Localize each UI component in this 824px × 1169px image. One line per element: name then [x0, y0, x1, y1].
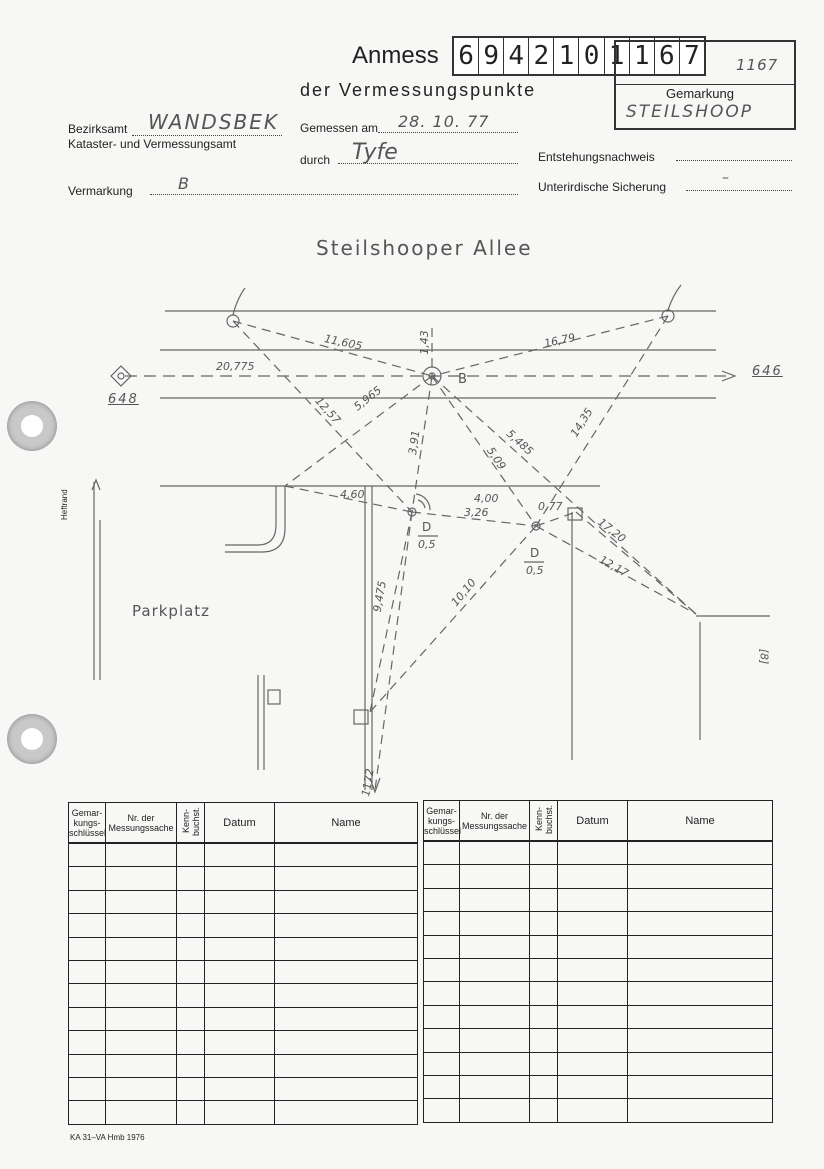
table-cell	[205, 984, 275, 1007]
measure-value: 12,17	[596, 552, 631, 581]
table-row	[69, 1101, 418, 1124]
table-cell	[177, 1077, 205, 1100]
col-header-name: Name	[275, 803, 418, 844]
table-cell	[558, 982, 628, 1005]
measure-value: 0,77	[538, 500, 563, 513]
heftrand-label: Heftrand	[60, 489, 69, 520]
col-header-name: Name	[628, 801, 773, 842]
bezirksamt-value: WANDSBEK	[148, 110, 279, 134]
durch-signature: Tyfe	[352, 140, 398, 165]
table-row	[69, 1007, 418, 1030]
measure-value: 17,20	[595, 515, 629, 546]
table-cell	[558, 888, 628, 911]
table-cell	[460, 1029, 530, 1052]
table-cell	[177, 984, 205, 1007]
table-row	[424, 1029, 773, 1052]
table-cell	[106, 1054, 177, 1077]
measure-line	[536, 512, 576, 526]
d2-label: D	[530, 546, 542, 560]
table-cell	[106, 937, 177, 960]
table-cell	[460, 1075, 530, 1098]
col-header-kenn: Kenn-buchst.	[530, 801, 558, 842]
table-cell	[460, 982, 530, 1005]
table-row	[69, 1054, 418, 1077]
table-cell	[69, 937, 106, 960]
table-row	[424, 1052, 773, 1075]
table-cell	[177, 1007, 205, 1030]
table-cell	[205, 843, 275, 867]
table-cell	[106, 1077, 177, 1100]
table-row	[424, 888, 773, 911]
table-cell	[460, 865, 530, 888]
table-cell	[69, 843, 106, 867]
table-row	[69, 1031, 418, 1054]
measure-line	[233, 321, 432, 376]
table-cell	[69, 1101, 106, 1124]
digit: 1	[605, 38, 630, 74]
measure-line	[576, 512, 696, 614]
table-row	[424, 935, 773, 958]
table-cell	[69, 890, 106, 913]
table-row	[424, 1075, 773, 1098]
measure-value: 3,91	[406, 429, 423, 456]
digit: 9	[479, 38, 504, 74]
measure-value: 3,26	[464, 506, 489, 519]
table-cell	[424, 1052, 460, 1075]
table-row	[424, 958, 773, 981]
point-D1-arc	[416, 494, 430, 510]
col-header-nr: Nr. der Messungssache	[460, 801, 530, 842]
table-cell	[424, 1099, 460, 1122]
form-code: KA 31–VA Hmb 1976	[70, 1133, 145, 1142]
table-cell	[530, 958, 558, 981]
col-header-gemarkung: Gemar-kungs-schlüssel	[69, 803, 106, 844]
table-cell	[177, 914, 205, 937]
digit: 1	[630, 38, 655, 74]
table-body	[424, 841, 773, 1122]
table-cell	[558, 865, 628, 888]
table-cell	[460, 912, 530, 935]
table-cell	[628, 982, 773, 1005]
table-cell	[177, 1101, 205, 1124]
table-cell	[460, 841, 530, 865]
digit: 4	[504, 38, 529, 74]
table-cell	[558, 1099, 628, 1122]
table-cell	[106, 914, 177, 937]
table-cell	[205, 1007, 275, 1030]
table-cell	[177, 843, 205, 867]
table-row	[69, 890, 418, 913]
table-cell	[275, 937, 418, 960]
table-cell	[558, 935, 628, 958]
table-cell	[424, 958, 460, 981]
point-B-label: B	[458, 372, 469, 387]
table-cell	[530, 865, 558, 888]
table-cell	[69, 1031, 106, 1054]
lamp-right-head	[668, 285, 681, 310]
table-cell	[177, 867, 205, 890]
table-cell	[424, 841, 460, 865]
measure-line	[370, 526, 536, 712]
table-row	[424, 1099, 773, 1122]
table-cell	[460, 888, 530, 911]
measure-line	[375, 512, 412, 790]
table-cell	[424, 935, 460, 958]
table-cell	[628, 958, 773, 981]
table-cell	[177, 1054, 205, 1077]
table-cell	[628, 1029, 773, 1052]
table-cell	[275, 1007, 418, 1030]
table-row	[69, 937, 418, 960]
vermarkung-label: Vermarkung	[68, 184, 133, 198]
measure-value: 1,43	[417, 330, 431, 355]
table-row	[424, 841, 773, 865]
point-648-dot	[118, 373, 124, 379]
table-cell	[205, 1054, 275, 1077]
table-cell	[275, 843, 418, 867]
table-cell	[558, 1075, 628, 1098]
digit: 2	[529, 38, 554, 74]
record-table-right	[423, 800, 773, 1123]
measure-value: 9,475	[370, 579, 389, 614]
table-cell	[530, 982, 558, 1005]
table-cell	[424, 1075, 460, 1098]
table-cell	[628, 841, 773, 865]
table-cell	[530, 1029, 558, 1052]
table-cell	[424, 865, 460, 888]
curb-mark	[354, 710, 368, 724]
side-note: [8]	[757, 648, 771, 665]
table-cell	[205, 937, 275, 960]
table-cell	[558, 912, 628, 935]
table-row	[69, 960, 418, 983]
table-cell	[69, 984, 106, 1007]
table-cell	[460, 1052, 530, 1075]
table-cell	[460, 935, 530, 958]
table-cell	[275, 1054, 418, 1077]
table-cell	[530, 841, 558, 865]
table-cell	[530, 1005, 558, 1028]
heftrand-arrow	[92, 480, 100, 490]
table-cell	[628, 1099, 773, 1122]
table-cell	[106, 867, 177, 890]
table-cell	[275, 890, 418, 913]
table-cell	[106, 1031, 177, 1054]
point-D1-arc	[418, 500, 425, 508]
parking-curb	[225, 486, 276, 545]
measure-value: 14,35	[567, 405, 596, 440]
bezirksamt-label: Bezirksamt	[68, 122, 128, 136]
table-cell	[106, 960, 177, 983]
col-header-kenn: Kenn-buchst.	[177, 803, 205, 844]
table-cell	[460, 1099, 530, 1122]
table-row	[69, 843, 418, 867]
table-row	[424, 865, 773, 888]
table-cell	[106, 1007, 177, 1030]
table-cell	[106, 984, 177, 1007]
table-cell	[205, 890, 275, 913]
table-cell	[628, 865, 773, 888]
table-cell	[69, 1007, 106, 1030]
point-648-label: 648	[108, 392, 139, 407]
table-cell	[460, 958, 530, 981]
number-suffix: 1167	[736, 56, 779, 74]
table-cell	[424, 982, 460, 1005]
table-cell	[530, 935, 558, 958]
measure-value: 1172	[359, 767, 377, 798]
table-cell	[177, 1031, 205, 1054]
table-cell	[106, 843, 177, 867]
table-cell	[275, 984, 418, 1007]
col-header-nr: Nr. der Messungssache	[106, 803, 177, 844]
table-cell	[106, 1101, 177, 1124]
durch-label: durch	[300, 153, 331, 167]
table-row	[69, 984, 418, 1007]
table-cell	[628, 1075, 773, 1098]
table-cell	[530, 1052, 558, 1075]
table-cell	[558, 1052, 628, 1075]
table-cell	[275, 867, 418, 890]
table-cell	[530, 1099, 558, 1122]
gemessen-label: Gemessen am	[300, 121, 379, 135]
table-cell	[628, 888, 773, 911]
entstehung-label: Entstehungsnachweis	[538, 150, 655, 164]
table-cell	[177, 960, 205, 983]
table-cell	[69, 867, 106, 890]
gemessen-value: 28. 10. 77	[398, 112, 490, 131]
table-cell	[275, 960, 418, 983]
table-cell	[424, 1005, 460, 1028]
form-title: Anmess	[352, 42, 439, 69]
measure-value: 4,00	[474, 492, 499, 505]
table-cell	[69, 914, 106, 937]
table-cell	[628, 1052, 773, 1075]
digit: 0	[579, 38, 604, 74]
table-cell	[205, 1101, 275, 1124]
d1-label: D	[422, 520, 434, 534]
table-cell	[205, 867, 275, 890]
measure-value: 4,60	[340, 488, 365, 501]
digit: 1	[554, 38, 579, 74]
table-cell	[424, 912, 460, 935]
table-cell	[177, 890, 205, 913]
d2-value: 0,5	[526, 564, 544, 577]
measure-value: 16,79	[542, 330, 577, 351]
col-header-datum: Datum	[558, 801, 628, 842]
table-cell	[628, 912, 773, 935]
table-row	[424, 1005, 773, 1028]
digit: 7	[684, 41, 700, 71]
fence-mark	[268, 690, 280, 704]
street-name: Steilshooper Allee	[316, 236, 533, 260]
measure-value: 5,09	[484, 444, 509, 473]
table-cell	[530, 912, 558, 935]
table-row	[424, 912, 773, 935]
table-cell	[69, 960, 106, 983]
measure-value: 12,57	[312, 394, 344, 427]
d1-value: 0,5	[418, 538, 436, 551]
measure-value: 5,965	[351, 383, 385, 414]
table-cell	[205, 1077, 275, 1100]
form-subtitle: der Vermessungspunkte	[300, 80, 537, 100]
gemarkung-value: STEILSHOOP	[626, 102, 753, 122]
table-cell	[275, 914, 418, 937]
table-cell	[205, 914, 275, 937]
vermarkung-value: B	[178, 174, 191, 193]
table-cell	[460, 1005, 530, 1028]
measure-value: 10,10	[448, 576, 479, 609]
digit: 6	[454, 38, 479, 74]
table-cell	[558, 1005, 628, 1028]
measure-value: 20,775	[216, 360, 255, 373]
record-table-left	[68, 802, 418, 1125]
table-cell	[530, 888, 558, 911]
table-cell	[424, 1029, 460, 1052]
table-body	[69, 843, 418, 1124]
table-row	[69, 914, 418, 937]
table-cell	[424, 888, 460, 911]
table-cell	[558, 958, 628, 981]
measure-value: 11,605	[323, 332, 364, 353]
measure-value: 5,485	[503, 427, 536, 458]
table-row	[424, 982, 773, 1005]
table-cell	[558, 841, 628, 865]
table-cell	[275, 1077, 418, 1100]
table-cell	[205, 1031, 275, 1054]
table-row	[69, 867, 418, 890]
col-header-gemarkung: Gemar-kungs-schlüssel	[424, 801, 460, 842]
table-cell	[205, 960, 275, 983]
table-cell	[628, 1005, 773, 1028]
table-cell	[275, 1031, 418, 1054]
gemarkung-label: Gemarkung	[666, 86, 734, 101]
table-cell	[177, 937, 205, 960]
table-cell	[558, 1029, 628, 1052]
table-row	[69, 1077, 418, 1100]
col-header-datum: Datum	[205, 803, 275, 844]
table-cell	[69, 1054, 106, 1077]
table-cell	[106, 890, 177, 913]
kataster-label: Kataster- und Vermessungsamt	[68, 137, 237, 151]
unterirdisch-label: Unterirdische Sicherung	[538, 180, 667, 194]
table-cell	[69, 1077, 106, 1100]
table-cell	[275, 1101, 418, 1124]
table-cell	[530, 1075, 558, 1098]
digit: 6	[655, 38, 680, 74]
parking-label: Parkplatz	[132, 602, 211, 620]
table-cell	[628, 935, 773, 958]
point-646-label: 646	[752, 364, 783, 379]
unterirdisch-value: –	[722, 170, 731, 186]
